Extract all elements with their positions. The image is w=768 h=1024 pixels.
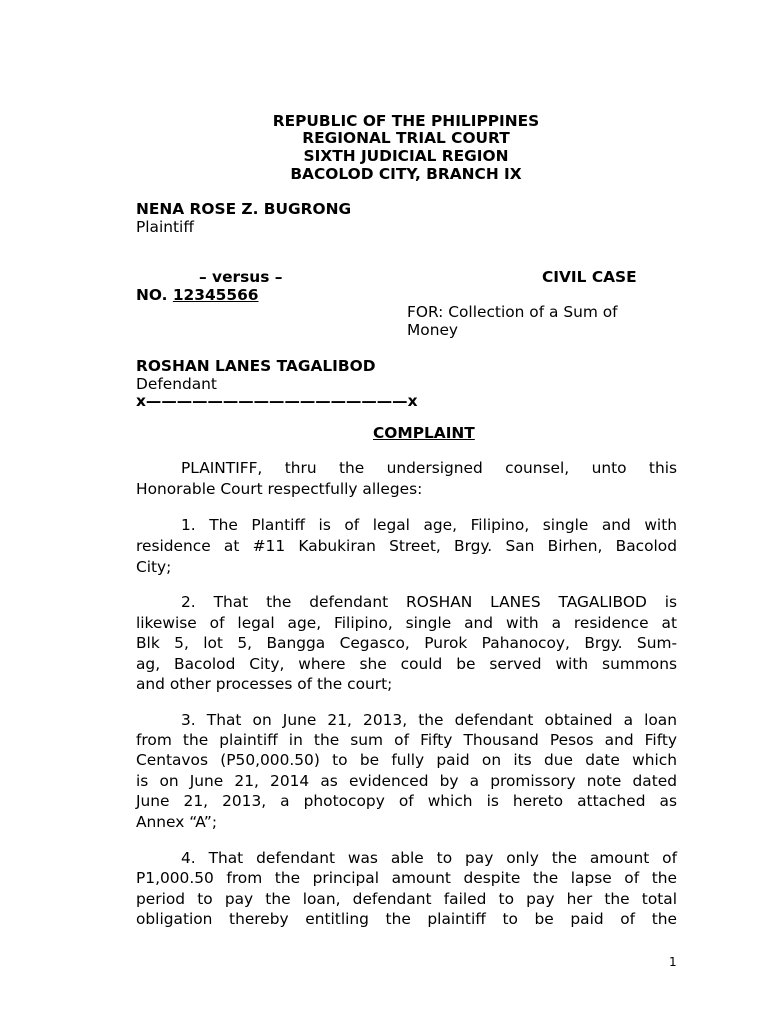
para-4-line-0: 4. That defendant was able to pay only the amount of: [181, 849, 677, 867]
case-for-line2: Money: [407, 321, 459, 339]
para-3-line-0: 3. That on June 21, 2013, the defendant obtained a loan: [181, 711, 677, 729]
para-1-line-1: residence at #11 Kabukiran Street, Brgy. San Birhen, Bacolod: [136, 537, 677, 555]
case-number-prefix: NO.: [136, 286, 173, 304]
para-4-line-3: obligation thereby entitling the plaintiff to be paid of the: [136, 910, 677, 928]
para-3-line-2: Centavos (P50,000.50) to be fully paid on its due date which: [136, 751, 677, 769]
para-0-line-1: Honorable Court respectfully alleges:: [136, 480, 423, 498]
defendant-label: Defendant: [136, 375, 217, 393]
para-1-line-2: City;: [136, 558, 172, 576]
header-republic: REPUBLIC OF THE PHILIPPINES: [272, 112, 540, 130]
civil-case-label: CIVIL CASE: [542, 268, 637, 286]
para-3-line-4: June 21, 2013, a photocopy of which is hereto attached as: [136, 792, 677, 810]
para-3-line-1: from the plaintiff in the sum of Fifty Thousand Pesos and Fifty: [136, 731, 677, 749]
header-city-branch: BACOLOD CITY, BRANCH IX: [290, 165, 522, 183]
para-4-line-2: period to pay the loan, defendant failed to pay her the total: [136, 890, 677, 908]
para-1-line-0: 1. The Plantiff is of legal age, Filipino, single and with: [181, 516, 677, 534]
page-number: 1: [669, 955, 677, 969]
para-2-line-0: 2. That the defendant ROSHAN LANES TAGALIBOD is: [181, 593, 677, 611]
versus-text: – versus –: [199, 268, 283, 286]
case-for-line1: FOR: Collection of a Sum of: [407, 303, 618, 321]
para-2-line-1: likewise of legal age, Filipino, single and with a residence at: [136, 614, 677, 632]
caption-separator: x—————————————————x: [136, 392, 418, 410]
case-number-line: [136, 286, 259, 304]
header-region: SIXTH JUDICIAL REGION: [303, 147, 509, 165]
plaintiff-name: NENA ROSE Z. BUGRONG: [136, 200, 352, 218]
case-number: 12345566: [172, 286, 259, 304]
plaintiff-label: Plaintiff: [136, 218, 194, 236]
para-4-line-1: P1,000.50 from the principal amount despite the lapse of the: [136, 869, 677, 887]
para-2-line-3: ag, Bacolod City, where she could be served with summons: [136, 655, 677, 673]
para-3-line-3: is on June 21, 2014 as evidenced by a promissory note dated: [136, 772, 677, 790]
para-3-line-5: Annex “A”;: [136, 813, 218, 831]
header-court: REGIONAL TRIAL COURT: [302, 129, 510, 147]
para-0-line-0: PLAINTIFF, thru the undersigned counsel, unto this: [181, 459, 677, 477]
defendant-name: ROSHAN LANES TAGALIBOD: [136, 357, 376, 375]
complaint-title: COMPLAINT: [373, 424, 475, 442]
para-2-line-4: and other processes of the court;: [136, 675, 393, 693]
para-2-line-2: Blk 5, lot 5, Bangga Cegasco, Purok Pahanocoy, Brgy. Sum-: [136, 634, 677, 652]
